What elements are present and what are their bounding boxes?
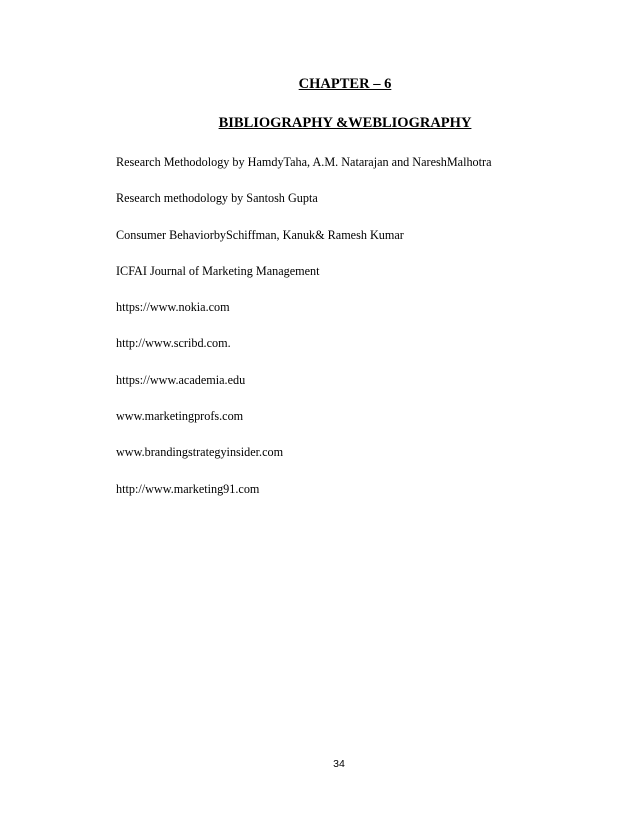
bibliography-entry: Consumer BehaviorbySchiffman, Kanuk& Ramesh Kumar — [116, 227, 404, 242]
webliography-entry: www.brandingstrategyinsider.com — [116, 445, 284, 460]
webliography-entry: https://www.nokia.com — [116, 300, 230, 315]
page-number: 34 — [333, 758, 345, 770]
bibliography-list — [116, 154, 492, 517]
chapter-heading: CHAPTER – 6 — [298, 76, 392, 92]
webliography-entry: www.marketingprofs.com — [116, 409, 244, 424]
bibliography-entry: Research Methodology by HamdyTaha, A.M. Natarajan and NareshMalhotra — [116, 155, 492, 169]
bibliography-entry: Research methodology by Santosh Gupta — [116, 191, 318, 206]
bibliography-entry: ICFAI Journal of Marketing Management — [116, 263, 320, 278]
webliography-entry: http://www.scribd.com. — [116, 336, 231, 351]
bibliography-title: BIBLIOGRAPHY &WEBLIOGRAPHY — [218, 115, 472, 131]
webliography-entry: https://www.academia.edu — [116, 372, 246, 387]
webliography-entry: http://www.marketing91.com — [116, 481, 260, 496]
